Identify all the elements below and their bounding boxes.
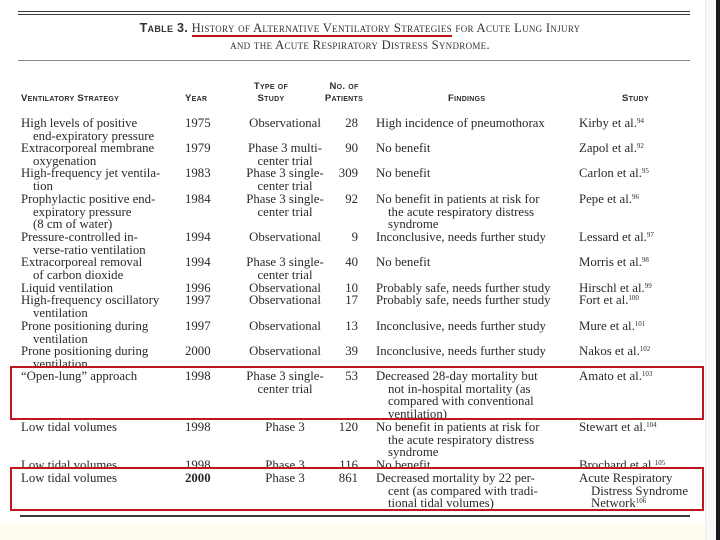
cell-study-line: Acute Respiratory [579,471,673,485]
table-title-emphasis [192,21,452,35]
cell-study [579,167,704,180]
cell-year-line: 1998 [185,458,211,472]
reference-superscript: 92 [636,142,644,150]
cell-findings-line: Decreased 28-day mortality but [376,369,538,383]
cell-type-line: Phase 3 [265,458,305,472]
cell-patients-line: 53 [345,369,358,383]
cell-findings-line: No benefit [376,141,431,155]
cell-strategy [21,231,186,256]
cell-findings-line: Decreased mortality by 22 per- [376,471,535,485]
cell-type-line: Observational [249,293,321,307]
cell-year [185,142,225,155]
cell-strategy-line: Extracorporeal membrane [21,141,155,155]
table-title-rest: for Acute Lung Injury [451,21,581,35]
cell-findings-line: No benefit in patients at risk for [376,192,540,206]
cell-type [240,294,330,307]
cell-year [185,320,225,333]
cell-study [579,320,704,333]
cell-year-line: 1997 [185,319,211,333]
cell-patients-line: 116 [339,458,358,472]
cell-study-line: Distress Syndrome [591,483,689,498]
cell-findings-line: syndrome [388,217,439,232]
reference-superscript: 95 [641,167,649,175]
reference-superscript: 103 [641,370,653,378]
cell-type-line: center trial [257,153,313,168]
cell-type [240,421,330,434]
header-study: Study [622,93,649,104]
cell-study-line: Hirschl et al.$^{99}$ [579,281,652,295]
cell-strategy [21,142,186,167]
cell-type-line: Phase 3 single- [246,255,324,269]
cell-findings [376,142,576,155]
highlight-box-open-lung [10,366,704,420]
cell-patients [330,167,358,180]
cell-strategy [21,294,186,319]
cell-patients-line: 309 [338,166,358,180]
cell-type-line: Phase 3 [265,471,305,485]
cell-type-line: Observational [249,319,321,333]
cell-study [579,294,704,307]
cell-patients [330,320,358,333]
cell-year [185,231,225,244]
cell-strategy-line: Extracorporeal removal [21,255,143,269]
cell-year-line: 1979 [185,141,211,155]
cell-strategy-line: Pressure-controlled in- [21,230,138,244]
cell-strategy-line: of carbon dioxide [33,267,124,282]
cell-type [240,142,330,167]
cell-strategy-line: Low tidal volumes [21,458,117,472]
cell-strategy-line: verse-ratio ventilation [33,242,146,257]
reference-superscript: 97 [646,231,654,239]
cell-findings [376,294,576,307]
cell-patients [330,193,358,206]
cell-study-line: Fort et al.$^{100}$ [579,293,639,307]
cell-strategy-line: High-frequency jet ventila- [21,166,161,180]
cell-type-line: Phase 3 single- [246,369,324,383]
cell-year-line: 1998 [185,420,211,434]
cell-findings-line: No benefit in patients at risk for [376,420,540,434]
cell-study-line: Zapol et al.$^{92}$ [579,141,644,155]
cell-study-line: Kirby et al.$^{94}$ [579,116,644,130]
reference-superscript: 105 [654,459,666,467]
cell-type-line: Observational [249,281,321,295]
cell-type-line: Phase 3 [265,420,305,434]
cell-strategy [21,421,186,434]
cell-strategy-line: ventilation [33,356,88,371]
cell-study [579,231,704,244]
cell-type-line: center trial [257,381,313,396]
cell-type [240,193,330,218]
header-patients-line2: Patients [324,93,364,104]
cell-patients [330,231,358,244]
reference-superscript: 96 [631,193,639,201]
cell-study [579,421,704,434]
reference-superscript: 101 [634,320,646,328]
bottom-rule [20,515,690,517]
table-label: Table 3. [139,21,189,35]
cell-year [185,117,225,130]
cell-findings [376,231,576,244]
cell-findings-line: not in-hospital mortality (as [388,381,531,396]
cell-findings [376,256,576,269]
cell-year-line: 2000 [185,471,211,485]
cell-findings-line: No benefit [376,458,431,472]
table-title-emphasis-text: History of Alternative Ventilatory Strategies [191,21,452,35]
cell-findings-line: tional tidal volumes) [388,496,494,511]
reference-superscript: 104 [646,421,657,429]
cell-patients-line: 861 [338,471,358,485]
cell-type [240,256,330,281]
reference-superscript: 106 [635,497,647,506]
cell-findings-line: Probably safe, needs further study [376,293,551,307]
cell-findings-line: Inconclusive, needs further study [376,230,546,244]
reference-superscript: 98 [641,256,649,264]
reference-superscript: 99 [644,282,652,290]
cell-type-line: Observational [249,116,321,130]
cell-findings-line: Inconclusive, needs further study [376,344,546,358]
cell-strategy-line: tion [33,178,53,193]
cell-strategy-line: ventilation [33,305,88,320]
header-type-line2: Study [257,93,285,104]
cell-year [185,345,225,358]
cell-study-line: Network$^{106}$ [591,496,647,511]
cell-type [240,167,330,192]
cell-patients [330,142,358,155]
cell-patients [330,421,358,434]
cell-study [579,142,704,155]
cell-findings-line: High incidence of pneumothorax [376,116,545,130]
cell-strategy-line: Low tidal volumes [21,471,117,485]
cell-year-line: 1984 [185,192,211,206]
cell-strategy-line: Low tidal volumes [21,420,117,434]
cell-patients [330,345,358,358]
cell-strategy-line: Prone positioning during [21,319,149,333]
red-underline-annotation [192,35,452,37]
cell-findings-line: Probably safe, needs further study [376,281,551,295]
cell-findings [376,167,576,180]
cell-study-line: Stewart et al.$^{104}$ [579,420,657,434]
cell-year [185,167,225,180]
cell-patients-line: 90 [345,141,358,155]
cell-patients-line: 92 [345,192,358,206]
cell-strategy-line: Prophylactic positive end- [21,192,156,206]
cell-strategy-line: end-expiratory pressure [33,128,155,143]
cell-findings-line: the acute respiratory distress [388,204,535,219]
cell-findings [376,320,576,333]
cell-year-line: 1983 [185,166,211,180]
cell-findings-line: Inconclusive, needs further study [376,319,546,333]
cell-patients-line: 28 [345,116,358,130]
cell-patients [330,117,358,130]
cell-year [185,256,225,269]
cell-study-line: Mure et al.$^{101}$ [579,319,646,333]
cell-year [185,193,225,206]
highlight-box-low-tidal-2000 [10,467,704,511]
cell-year [185,421,225,434]
cell-type-line: center trial [257,267,313,282]
cell-patients-line: 13 [345,319,358,333]
cell-findings-line: syndrome [388,445,439,460]
cell-findings-line: No benefit [376,166,431,180]
table-title-line-2: and the Acute Respiratory Distress Syndrome. [230,38,490,52]
cell-strategy-line: High levels of positive [21,116,138,130]
cell-study-line: Brochard et al.$^{105}$ [579,458,666,472]
title-rule [18,60,690,61]
cell-patients-line: 120 [338,420,358,434]
cell-strategy-line: “Open-lung” approach [21,369,138,383]
cell-year [185,294,225,307]
header-type [248,81,294,105]
cell-patients-line: 9 [351,230,358,244]
cell-year-line: 2000 [185,344,211,358]
cell-strategy-line: Liquid ventilation [21,281,114,295]
cell-findings-line: the acute respiratory distress [388,432,535,447]
reference-superscript: 102 [639,345,651,353]
cell-findings-line: ventilation) [388,407,447,422]
cell-type-line: Phase 3 single- [246,192,324,206]
cell-patients-line: 10 [345,281,358,295]
cell-strategy-line: expiratory pressure [33,204,132,219]
cell-patients-line: 17 [345,293,358,307]
window-right-edge [716,0,720,540]
header-type-line1: Type of [253,81,289,92]
reference-superscript: 100 [628,294,639,302]
cell-year-line: 1998 [185,369,211,383]
cell-strategy [21,320,186,345]
cell-study-line: Carlon et al.$^{95}$ [579,166,649,180]
cell-type-line: center trial [257,178,313,193]
cell-study [579,117,704,130]
cell-patients [330,294,358,307]
cell-type [240,117,330,130]
cell-strategy-line: oxygenation [33,153,97,168]
cell-strategy [21,256,186,281]
cell-study [579,345,704,358]
cell-type-line: Phase 3 single- [246,166,324,180]
cell-year-line: 1997 [185,293,211,307]
cell-study-line: Lessard et al.$^{97}$ [579,230,654,244]
header-patients [318,81,370,105]
cell-type [240,345,330,358]
cell-findings [376,345,576,358]
top-rule-1 [18,11,690,12]
cell-strategy-line: High-frequency oscillatory [21,293,160,307]
header-strategy: Ventilatory Strategy [21,93,120,104]
cell-findings [376,421,576,459]
cell-type-line: Phase 3 multi- [248,141,322,155]
cell-patients-line: 40 [345,255,358,269]
cell-type [240,320,330,333]
cell-strategy [21,117,186,142]
page-bottom-band [0,523,705,540]
cell-strategy-line: (8 cm of water) [33,217,113,232]
cell-study-line: Morris et al.$^{98}$ [579,255,649,269]
cell-type-line: Observational [249,344,321,358]
cell-study-line: Pepe et al.$^{96}$ [579,192,639,206]
cell-patients [330,256,358,269]
cell-type-line: Observational [249,230,321,244]
top-rule-2 [18,14,690,15]
cell-type [240,231,330,244]
cell-strategy [21,167,186,192]
cell-patients-line: 39 [345,344,358,358]
cell-strategy [21,193,186,231]
cell-year-line: 1994 [185,230,211,244]
header-patients-line1: No. of [329,81,359,92]
reference-superscript: 94 [636,117,644,125]
cell-strategy-line: ventilation [33,331,88,346]
cell-study-line: Amato et al.$^{103}$ [579,369,653,383]
header-year: Year [185,93,208,104]
cell-type-line: center trial [257,204,313,219]
cell-study-line: Nakos et al.$^{102}$ [579,344,651,358]
cell-study [579,256,704,269]
cell-findings-line: No benefit [376,255,431,269]
cell-findings [376,117,576,130]
cell-year-line: 1996 [185,281,211,295]
cell-findings-line: compared with conventional [388,394,534,409]
cell-year-line: 1975 [185,116,211,130]
cell-findings-line: cent (as compared with tradi- [388,483,538,498]
header-findings: Findings [448,93,486,104]
cell-year-line: 1994 [185,255,211,269]
cell-study [579,193,704,206]
table-title-line-1 [0,21,720,36]
cell-findings [376,193,576,231]
cell-strategy-line: Prone positioning during [21,344,149,358]
